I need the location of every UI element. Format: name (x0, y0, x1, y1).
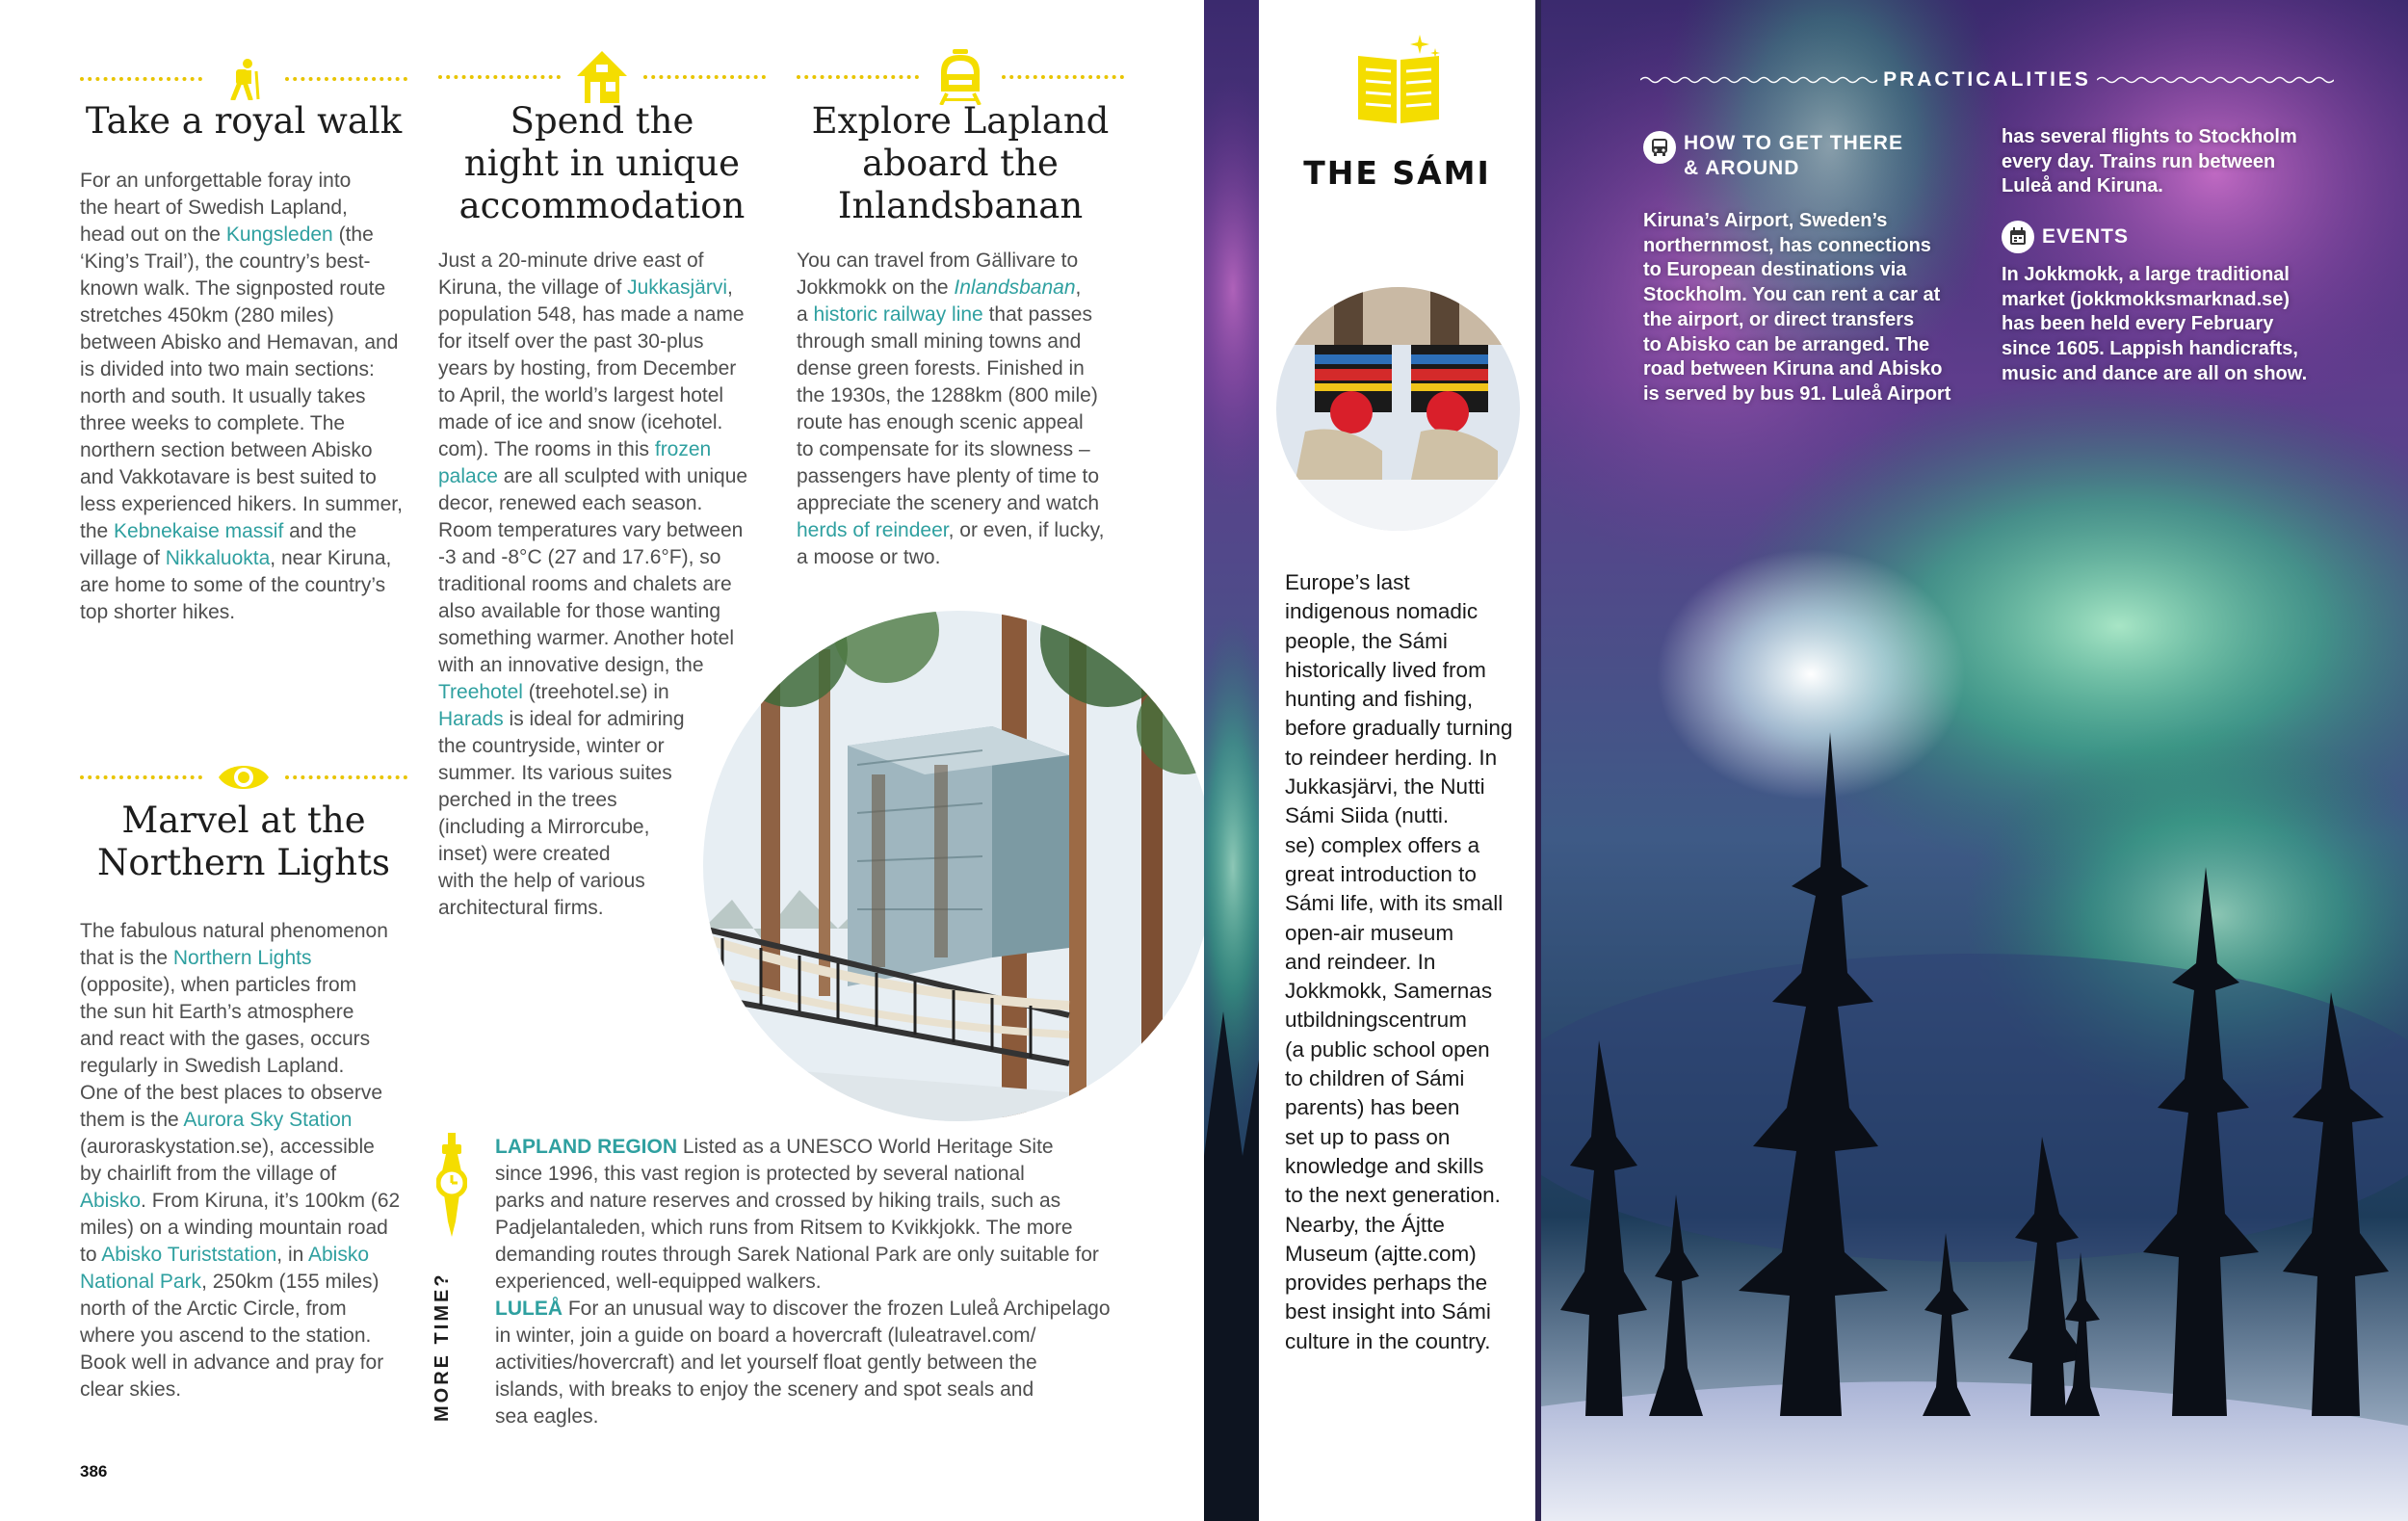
text-segment: and Vakkotavare is best suited to (80, 466, 377, 488)
text-segment: top shorter hikes. (80, 601, 236, 623)
text-segment: a (797, 303, 814, 326)
text-segment: -3 and -8°C (27 and 17.6°F), so (438, 546, 721, 568)
text-line (80, 918, 412, 945)
text-segment: that is the (80, 947, 173, 969)
text-segment: Book well in advance and pray for (80, 1351, 384, 1374)
text-segment: for itself over the past 30-plus (438, 330, 704, 353)
text-segment: the 1930s, the 1288km (800 mile) (797, 384, 1098, 406)
text-line (80, 945, 412, 972)
place-link[interactable]: herds of reindeer (797, 519, 949, 541)
text-line (80, 1215, 412, 1242)
text-segment: parks and nature reserves and crossed by hiking trails, such as (495, 1190, 1061, 1212)
text-segment: (treehotel.se) in (522, 681, 669, 703)
text-segment: dense green forests. Finished in (797, 357, 1085, 380)
treehotel-mirrorcube-photo (703, 611, 1214, 1121)
text-line (80, 599, 412, 626)
text-line (80, 464, 412, 491)
text-line: culture in the country. (1285, 1328, 1491, 1353)
text-line (438, 679, 771, 706)
text-line (80, 275, 412, 302)
text-line (80, 1323, 412, 1350)
hiker-icon (216, 51, 272, 107)
how-to-get-there-heading: HOW TO GET THERE & AROUND (1643, 131, 1971, 181)
text-segment: is divided into two main sections: (80, 358, 375, 380)
text-segment: between Abisko and Hemavan, and (80, 331, 399, 354)
text-segment: Kiruna, the village of (438, 276, 628, 299)
text-segment: com). The rooms in this (438, 438, 655, 460)
text-segment: through small mining towns and (797, 330, 1082, 353)
inlandsbanan-title: Explore Lapland aboard the Inlandsbanan (811, 100, 1110, 226)
inlandsbanan-text (797, 248, 1129, 571)
text-line (495, 1377, 1131, 1403)
northern-lights-title: Marvel at the Northern Lights (97, 800, 390, 883)
text-line (797, 275, 1129, 302)
text-line: great introduction to (1285, 861, 1477, 886)
text-segment: the (80, 520, 115, 542)
text-segment: Jokkmokk on the (797, 276, 955, 299)
text-segment: The fabulous natural phenomenon (80, 920, 388, 942)
text-segment: regularly in Swedish Lapland. (80, 1055, 345, 1077)
text-line: Nearby, the Ájtte (1285, 1212, 1445, 1237)
bus-icon (1643, 131, 1676, 164)
text-segment: Listed as a UNESCO World Heritage Site (677, 1136, 1054, 1158)
text-line: has been held every February (2002, 313, 2274, 335)
more-time-label: MORE TIME? (432, 1272, 453, 1422)
events-text (2002, 263, 2329, 387)
text-line (797, 544, 1129, 571)
text-segment: experienced, well-equipped walkers. (495, 1271, 822, 1293)
practicalities-label: PRACTICALITIES (1883, 68, 2091, 91)
text-segment: is ideal for admiring (503, 708, 685, 730)
text-segment: and react with the gases, occurs (80, 1028, 371, 1050)
inlandsbanan-divider (797, 48, 1124, 106)
text-line (438, 355, 771, 382)
text-line: to Abisko can be arranged. The (1643, 333, 1930, 355)
sami-boots-photo (1276, 287, 1520, 531)
text-line (80, 1269, 412, 1296)
text-segment: activities/hovercraft) and let yourself float gently between the (495, 1351, 1037, 1374)
text-line: the airport, or direct transfers (1643, 308, 1915, 330)
text-segment: inset) were created (438, 843, 611, 865)
text-line (80, 168, 412, 195)
text-line (438, 625, 771, 652)
text-segment: by chairlift from the village of (80, 1163, 337, 1185)
text-line: In Jokkmokk, a large traditional (2002, 264, 2290, 285)
text-line (80, 545, 412, 572)
text-segment: are home to some of the country’s (80, 574, 386, 596)
text-line: before gradually turning (1285, 716, 1513, 741)
place-link[interactable]: Aurora Sky Station (183, 1109, 353, 1131)
text-line: road between Kiruna and Abisko (1643, 358, 1943, 380)
text-segment: , (727, 276, 733, 299)
text-line: Stockholm. You can rent a car at (1643, 284, 1941, 306)
text-line (438, 409, 771, 436)
text-segment: something warmer. Another hotel (438, 627, 735, 649)
accommodation-divider (438, 48, 766, 106)
text-line (438, 544, 771, 571)
text-line (797, 490, 1129, 517)
page-number: 386 (80, 1462, 108, 1481)
text-segment: (auroraskystation.se), accessible (80, 1136, 375, 1158)
text-segment: with an innovative design, the (438, 654, 704, 676)
text-line (438, 302, 771, 328)
place-link[interactable]: Abisko Turiststation (101, 1244, 277, 1266)
text-line (495, 1242, 1131, 1269)
text-segment: in winter, join a guide on board a hovercraft (luleatravel.com/ (495, 1324, 1036, 1347)
text-segment: to April, the world’s largest hotel (438, 384, 724, 406)
text-segment: Just a 20-minute drive east of (438, 249, 704, 272)
royal-walk-title: Take a royal walk (85, 100, 403, 142)
sami-title: THE SÁMI (1303, 154, 1491, 192)
text-segment: north and south. It usually takes (80, 385, 366, 407)
text-line (80, 1377, 412, 1403)
text-line (438, 463, 771, 490)
text-line: people, the Sámi (1285, 628, 1448, 653)
text-segment: the countryside, winter or (438, 735, 665, 757)
text-segment: them is the (80, 1109, 184, 1131)
text-segment: traditional rooms and chalets are (438, 573, 732, 595)
place-link[interactable]: palace (438, 465, 498, 487)
place-link[interactable]: Nikkaluokta (165, 547, 271, 569)
text-line (495, 1296, 1131, 1323)
more-time-text (495, 1134, 1131, 1430)
text-segment: years by hosting, from December (438, 357, 737, 380)
text-segment: perched in the trees (438, 789, 617, 811)
text-segment: made of ice and snow (icehotel. (438, 411, 723, 433)
northern-lights-divider (80, 753, 407, 801)
text-segment: the heart of Swedish Lapland, (80, 197, 348, 219)
text-line: Jukkasjärvi, the Nutti (1285, 774, 1485, 800)
text-line (80, 1161, 412, 1188)
text-line (438, 706, 771, 733)
text-line (797, 409, 1129, 436)
text-segment: , 250km (155 miles) (201, 1271, 380, 1293)
text-line: to the next generation. (1285, 1183, 1501, 1208)
text-segment: You can travel from Gällivare to (797, 249, 1079, 272)
region-heading: LULEÅ (495, 1298, 563, 1320)
text-line (438, 436, 771, 463)
book-icon (1350, 31, 1447, 127)
text-segment: where you ascend to the station. (80, 1324, 372, 1347)
text-line (438, 275, 771, 302)
text-segment: For an unusual way to discover the frozen Luleå Archipelago (563, 1298, 1111, 1320)
region-heading: LAPLAND REGION (495, 1136, 677, 1158)
text-segment: north of the Arctic Circle, from (80, 1298, 347, 1320)
text-line (797, 355, 1129, 382)
text-segment: to compensate for its slowness – (797, 438, 1090, 460)
text-line (797, 436, 1129, 463)
text-segment: (the (332, 223, 374, 246)
text-line (80, 410, 412, 437)
text-segment: demanding routes through Sarek National Park are only suitable for (495, 1244, 1099, 1266)
text-segment: less experienced hikers. In summer, (80, 493, 403, 515)
text-line: indigenous nomadic (1285, 599, 1479, 624)
text-line: music and dance are all on show. (2002, 362, 2308, 384)
text-line (438, 382, 771, 409)
text-segment: ‘King’s Trail’), the country’s best- (80, 250, 371, 273)
how-to-get-there-text-cont (2002, 125, 2329, 199)
text-line (80, 222, 412, 249)
place-link[interactable]: National Park (80, 1271, 202, 1293)
text-segment: , in (276, 1244, 308, 1266)
text-segment: and the (283, 520, 357, 542)
text-line (80, 1053, 412, 1080)
text-segment: also available for those wanting (438, 600, 721, 622)
text-line: to European destinations via (1643, 259, 1907, 281)
text-line: provides perhaps the (1285, 1271, 1488, 1296)
text-line: is served by bus 91. Luleå Airport (1643, 382, 1951, 405)
text-line (797, 302, 1129, 328)
text-line (80, 249, 412, 275)
text-line: Jokkmokk, Samernas (1285, 979, 1493, 1004)
text-line: best insight into Sámi (1285, 1299, 1491, 1324)
text-line: market (jokkmokksmarknad.se) (2002, 288, 2290, 310)
calendar-icon (2002, 221, 2034, 253)
place-link[interactable]: Kungsleden (225, 223, 333, 246)
text-line: knowledge and skills (1285, 1153, 1484, 1178)
text-segment: the sun hit Earth’s atmosphere (80, 1001, 354, 1023)
text-segment: (opposite), when particles from (80, 974, 357, 996)
place-link[interactable]: Northern Lights (172, 947, 312, 969)
northern-lights-text (80, 918, 412, 1403)
sami-text (1285, 568, 1528, 1356)
events-heading: EVENTS (2002, 221, 2329, 253)
text-segment: miles) on a winding mountain road (80, 1217, 388, 1239)
text-line (495, 1403, 1131, 1430)
text-segment: sea eagles. (495, 1405, 599, 1428)
text-line (495, 1188, 1131, 1215)
text-line (80, 1026, 412, 1053)
place-link[interactable]: Kebnekaise massif (114, 520, 284, 542)
text-line: historically lived from (1285, 657, 1486, 682)
text-segment: northern section between Abisko (80, 439, 373, 461)
text-line: Museum (ajtte.com) (1285, 1241, 1477, 1266)
text-line: hunting and fishing, (1285, 687, 1474, 712)
text-segment: . From Kiruna, it’s 100km (62 (141, 1190, 401, 1212)
text-segment: Room temperatures vary between (438, 519, 744, 541)
text-line (495, 1134, 1131, 1161)
text-line (80, 195, 412, 222)
text-line: (a public school open (1285, 1036, 1490, 1062)
text-line (80, 1296, 412, 1323)
text-line: set up to pass on (1285, 1124, 1451, 1149)
text-line (80, 999, 412, 1026)
place-link[interactable]: Inlandsbanan (954, 276, 1076, 299)
text-segment: are all sculpted with unique (497, 465, 748, 487)
text-line (495, 1350, 1131, 1377)
text-segment: , or even, if lucky, (948, 519, 1105, 541)
text-line (797, 463, 1129, 490)
text-line: Sámi Siida (nutti. (1285, 803, 1450, 828)
text-line: parents) has been (1285, 1095, 1460, 1120)
accommodation-title: Spend the night in unique accommodation (458, 100, 746, 226)
wave-divider-right (2097, 75, 2334, 85)
text-line: open-air museum (1285, 920, 1454, 945)
text-line: se) complex offers a (1285, 832, 1480, 857)
text-line (80, 1350, 412, 1377)
text-line (80, 972, 412, 999)
text-segment: For an unforgettable foray into (80, 170, 352, 192)
text-line (438, 328, 771, 355)
text-segment: three weeks to complete. The (80, 412, 346, 434)
text-segment: architectural firms. (438, 897, 604, 919)
text-line (80, 1080, 412, 1107)
text-line: utbildningscentrum (1285, 1008, 1467, 1033)
text-line (80, 1188, 412, 1215)
text-line: has several flights to Stockholm (2002, 126, 2297, 147)
place-link[interactable]: historic railway line (813, 303, 983, 326)
text-segment: , (1075, 276, 1082, 299)
text-segment: stretches 450km (280 miles) (80, 304, 334, 327)
place-link[interactable]: Abisko (308, 1244, 370, 1266)
text-line (797, 382, 1129, 409)
text-segment: passengers have plenty of time to (797, 465, 1100, 487)
text-segment: route has enough scenic appeal (797, 411, 1084, 433)
aurora-strip-left (1204, 0, 1259, 1521)
text-line (80, 437, 412, 464)
text-segment: a moose or two. (797, 546, 941, 568)
text-segment: , near Kiruna, (270, 547, 392, 569)
text-segment: appreciate the scenery and watch (797, 492, 1100, 514)
wave-divider-left (1640, 75, 1877, 85)
text-line: to children of Sámi (1285, 1066, 1465, 1091)
text-line (495, 1323, 1131, 1350)
text-segment: to (80, 1244, 102, 1266)
text-line (80, 356, 412, 383)
text-line (80, 491, 412, 518)
text-line (80, 1134, 412, 1161)
text-line (80, 1107, 412, 1134)
text-segment: (including a Mirrorcube, (438, 816, 650, 838)
text-line: northernmost, has connections (1643, 234, 1931, 256)
text-segment: islands, with breaks to enjoy the scenery and spot seals and (495, 1378, 1034, 1401)
text-line (438, 517, 771, 544)
text-line: and reindeer. In (1285, 949, 1436, 974)
text-line (797, 517, 1129, 544)
text-line (438, 490, 771, 517)
text-line (80, 518, 412, 545)
place-link[interactable]: frozen (654, 438, 712, 460)
how-to-get-there-text (1643, 209, 1971, 407)
place-link[interactable]: Jukkasjärvi (627, 276, 727, 299)
text-segment: known walk. The signposted route (80, 277, 386, 300)
house-icon (574, 49, 630, 105)
place-link[interactable]: Treehotel (438, 681, 523, 703)
text-line: Luleå and Kiruna. (2002, 175, 2163, 197)
text-line: every day. Trains run between (2002, 150, 2276, 172)
royal-walk-divider (80, 60, 407, 98)
text-segment: with the help of various (438, 870, 645, 892)
text-line (797, 328, 1129, 355)
text-line (80, 302, 412, 329)
text-line (438, 571, 771, 598)
text-segment: that passes (982, 303, 1092, 326)
text-segment: summer. Its various suites (438, 762, 672, 784)
text-segment: clear skies. (80, 1378, 182, 1401)
eye-icon (216, 749, 272, 805)
text-line (495, 1161, 1131, 1188)
text-line: Europe’s last (1285, 570, 1410, 594)
text-line (495, 1215, 1131, 1242)
train-icon (932, 49, 988, 105)
stopwatch-icon (436, 1133, 467, 1239)
text-line (80, 572, 412, 599)
text-segment: population 548, has made a name (438, 303, 745, 326)
place-link[interactable]: Abisko (80, 1190, 142, 1212)
text-line (80, 329, 412, 356)
text-line (495, 1269, 1131, 1296)
text-segment: decor, renewed each season. (438, 492, 703, 514)
text-line: Sámi life, with its small (1285, 891, 1504, 916)
text-line (438, 652, 771, 679)
text-line (80, 383, 412, 410)
text-line: Kiruna’s Airport, Sweden’s (1643, 210, 1888, 231)
royal-walk-text (80, 168, 412, 626)
text-line (438, 598, 771, 625)
text-line (438, 248, 771, 275)
text-line: to reindeer herding. In (1285, 745, 1498, 770)
text-line (438, 733, 771, 760)
text-segment: head out on the (80, 223, 226, 246)
practicalities-title (1640, 66, 2334, 94)
place-link[interactable]: Harads (438, 708, 504, 730)
text-line (797, 248, 1129, 275)
text-line (80, 1242, 412, 1269)
text-line: since 1605. Lappish handicrafts, (2002, 338, 2298, 360)
text-segment: village of (80, 547, 166, 569)
text-segment: Padjelantaleden, which runs from Ritsem to Kvikkjokk. The more (495, 1217, 1073, 1239)
text-segment: since 1996, this vast region is protected by several national (495, 1163, 1025, 1185)
text-segment: One of the best places to observe (80, 1082, 383, 1104)
